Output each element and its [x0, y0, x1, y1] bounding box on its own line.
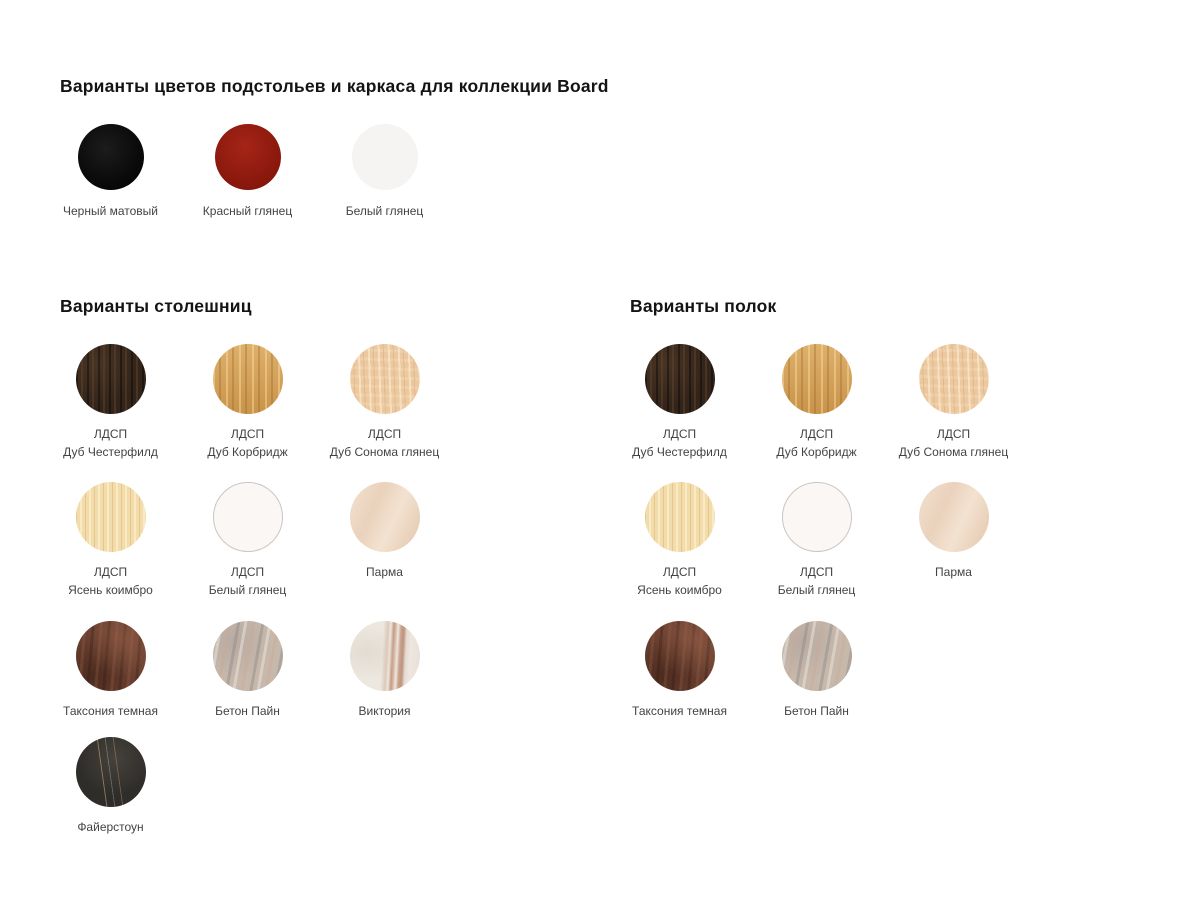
page-title: Варианты цветов подстольев и каркаса для коллекции Board — [60, 76, 609, 96]
shelf-taxonia-dark — [611, 621, 748, 737]
swatch-label-line1: Файерстоун — [77, 820, 144, 834]
swatch-parma — [919, 482, 989, 552]
swatch-label-line1: ЛДСП — [230, 565, 265, 579]
swatch-ash-coimbro — [645, 482, 715, 552]
swatch-label-line2: Дуб Честерфилд — [632, 445, 727, 459]
swatch-label-line1: ЛДСП — [799, 427, 834, 441]
shelves-grid — [611, 344, 1022, 737]
tabletop-oak-sonoma-gloss — [316, 344, 453, 482]
frame-color-black-matte — [42, 124, 179, 218]
shelf-oak-corbridge — [748, 344, 885, 482]
swatch-label-line1: ЛДСП — [93, 427, 128, 441]
shelf-parma — [885, 482, 1022, 621]
swatch-label-line2: Дуб Сонома глянец — [898, 445, 1009, 459]
swatch-label-line1: Парма — [366, 565, 403, 579]
swatch-label-line1: ЛДСП — [93, 565, 128, 579]
swatch-firestone — [76, 737, 146, 807]
swatch-oak-sonoma — [919, 344, 989, 414]
tabletop-firestone — [42, 737, 179, 836]
swatch-label-line1: Таксония темная — [63, 704, 158, 718]
swatch-white-gloss-ldsp — [213, 482, 283, 552]
shelf-oak-chesterfield — [611, 344, 748, 482]
swatch-label-line1: ЛДСП — [662, 427, 697, 441]
swatch-label-line2: Ясень коимбро — [68, 583, 153, 597]
swatch-white-gloss — [352, 124, 418, 190]
swatch-beton-pine — [782, 621, 852, 691]
shelf-ash-coimbro — [611, 482, 748, 621]
swatch-oak-corbridge — [782, 344, 852, 414]
swatch-label-line1: ЛДСП — [936, 427, 971, 441]
swatch-oak-corbridge — [213, 344, 283, 414]
swatch-label-line2: Дуб Корбридж — [776, 445, 857, 459]
shelf-beton-pine — [748, 621, 885, 737]
swatch-label-line1: Таксония темная — [632, 704, 727, 718]
tabletop-beton-pine — [179, 621, 316, 737]
frame-colors-row — [42, 124, 453, 218]
swatch-white-gloss-ldsp — [782, 482, 852, 552]
swatch-label-line1: ЛДСП — [799, 565, 834, 579]
tabletop-white-gloss — [179, 482, 316, 621]
swatch-oak-chesterfield — [645, 344, 715, 414]
swatch-black-matte — [78, 124, 144, 190]
tabletops-grid — [42, 344, 453, 836]
swatch-label-line1: ЛДСП — [367, 427, 402, 441]
swatch-parma — [350, 482, 420, 552]
swatch-oak-chesterfield — [76, 344, 146, 414]
swatch-taxonia-dark — [76, 621, 146, 691]
tabletop-parma — [316, 482, 453, 621]
shelves-section-title: Варианты полок — [630, 296, 777, 316]
frame-color-white-gloss — [316, 124, 453, 218]
swatch-label-line2: Ясень коимбро — [637, 583, 722, 597]
swatch-label-line1: ЛДСП — [230, 427, 265, 441]
swatch-oak-sonoma — [350, 344, 420, 414]
tabletop-ash-coimbro — [42, 482, 179, 621]
swatch-label-line2: Дуб Сонома глянец — [329, 445, 440, 459]
swatch-label-line1: Бетон Пайн — [215, 704, 280, 718]
swatch-red-gloss — [215, 124, 281, 190]
tabletop-taxonia-dark — [42, 621, 179, 737]
swatch-label-line1: Виктория — [358, 704, 411, 718]
swatch-ash-coimbro — [76, 482, 146, 552]
swatch-label: Черный матовый — [62, 204, 159, 218]
shelf-white-gloss — [748, 482, 885, 621]
swatch-label-line2: Белый глянец — [777, 583, 856, 597]
swatch-label-line2: Дуб Корбридж — [207, 445, 288, 459]
swatch-beton-pine — [213, 621, 283, 691]
swatch-taxonia-dark — [645, 621, 715, 691]
tabletops-section-title: Варианты столешниц — [60, 296, 252, 316]
tabletop-oak-chesterfield — [42, 344, 179, 482]
shelf-oak-sonoma-gloss — [885, 344, 1022, 482]
swatch-label-line1: Бетон Пайн — [784, 704, 849, 718]
swatch-label-line1: Парма — [935, 565, 972, 579]
frame-color-red-gloss — [179, 124, 316, 218]
tabletop-oak-corbridge — [179, 344, 316, 482]
swatch-label-line2: Дуб Честерфилд — [63, 445, 158, 459]
swatch-label-line1: ЛДСП — [662, 565, 697, 579]
swatch-label: Белый глянец — [345, 204, 424, 218]
swatch-label-line2: Белый глянец — [208, 583, 287, 597]
tabletop-victoria — [316, 621, 453, 737]
swatch-label: Красный глянец — [202, 204, 293, 218]
swatch-victoria — [350, 621, 420, 691]
